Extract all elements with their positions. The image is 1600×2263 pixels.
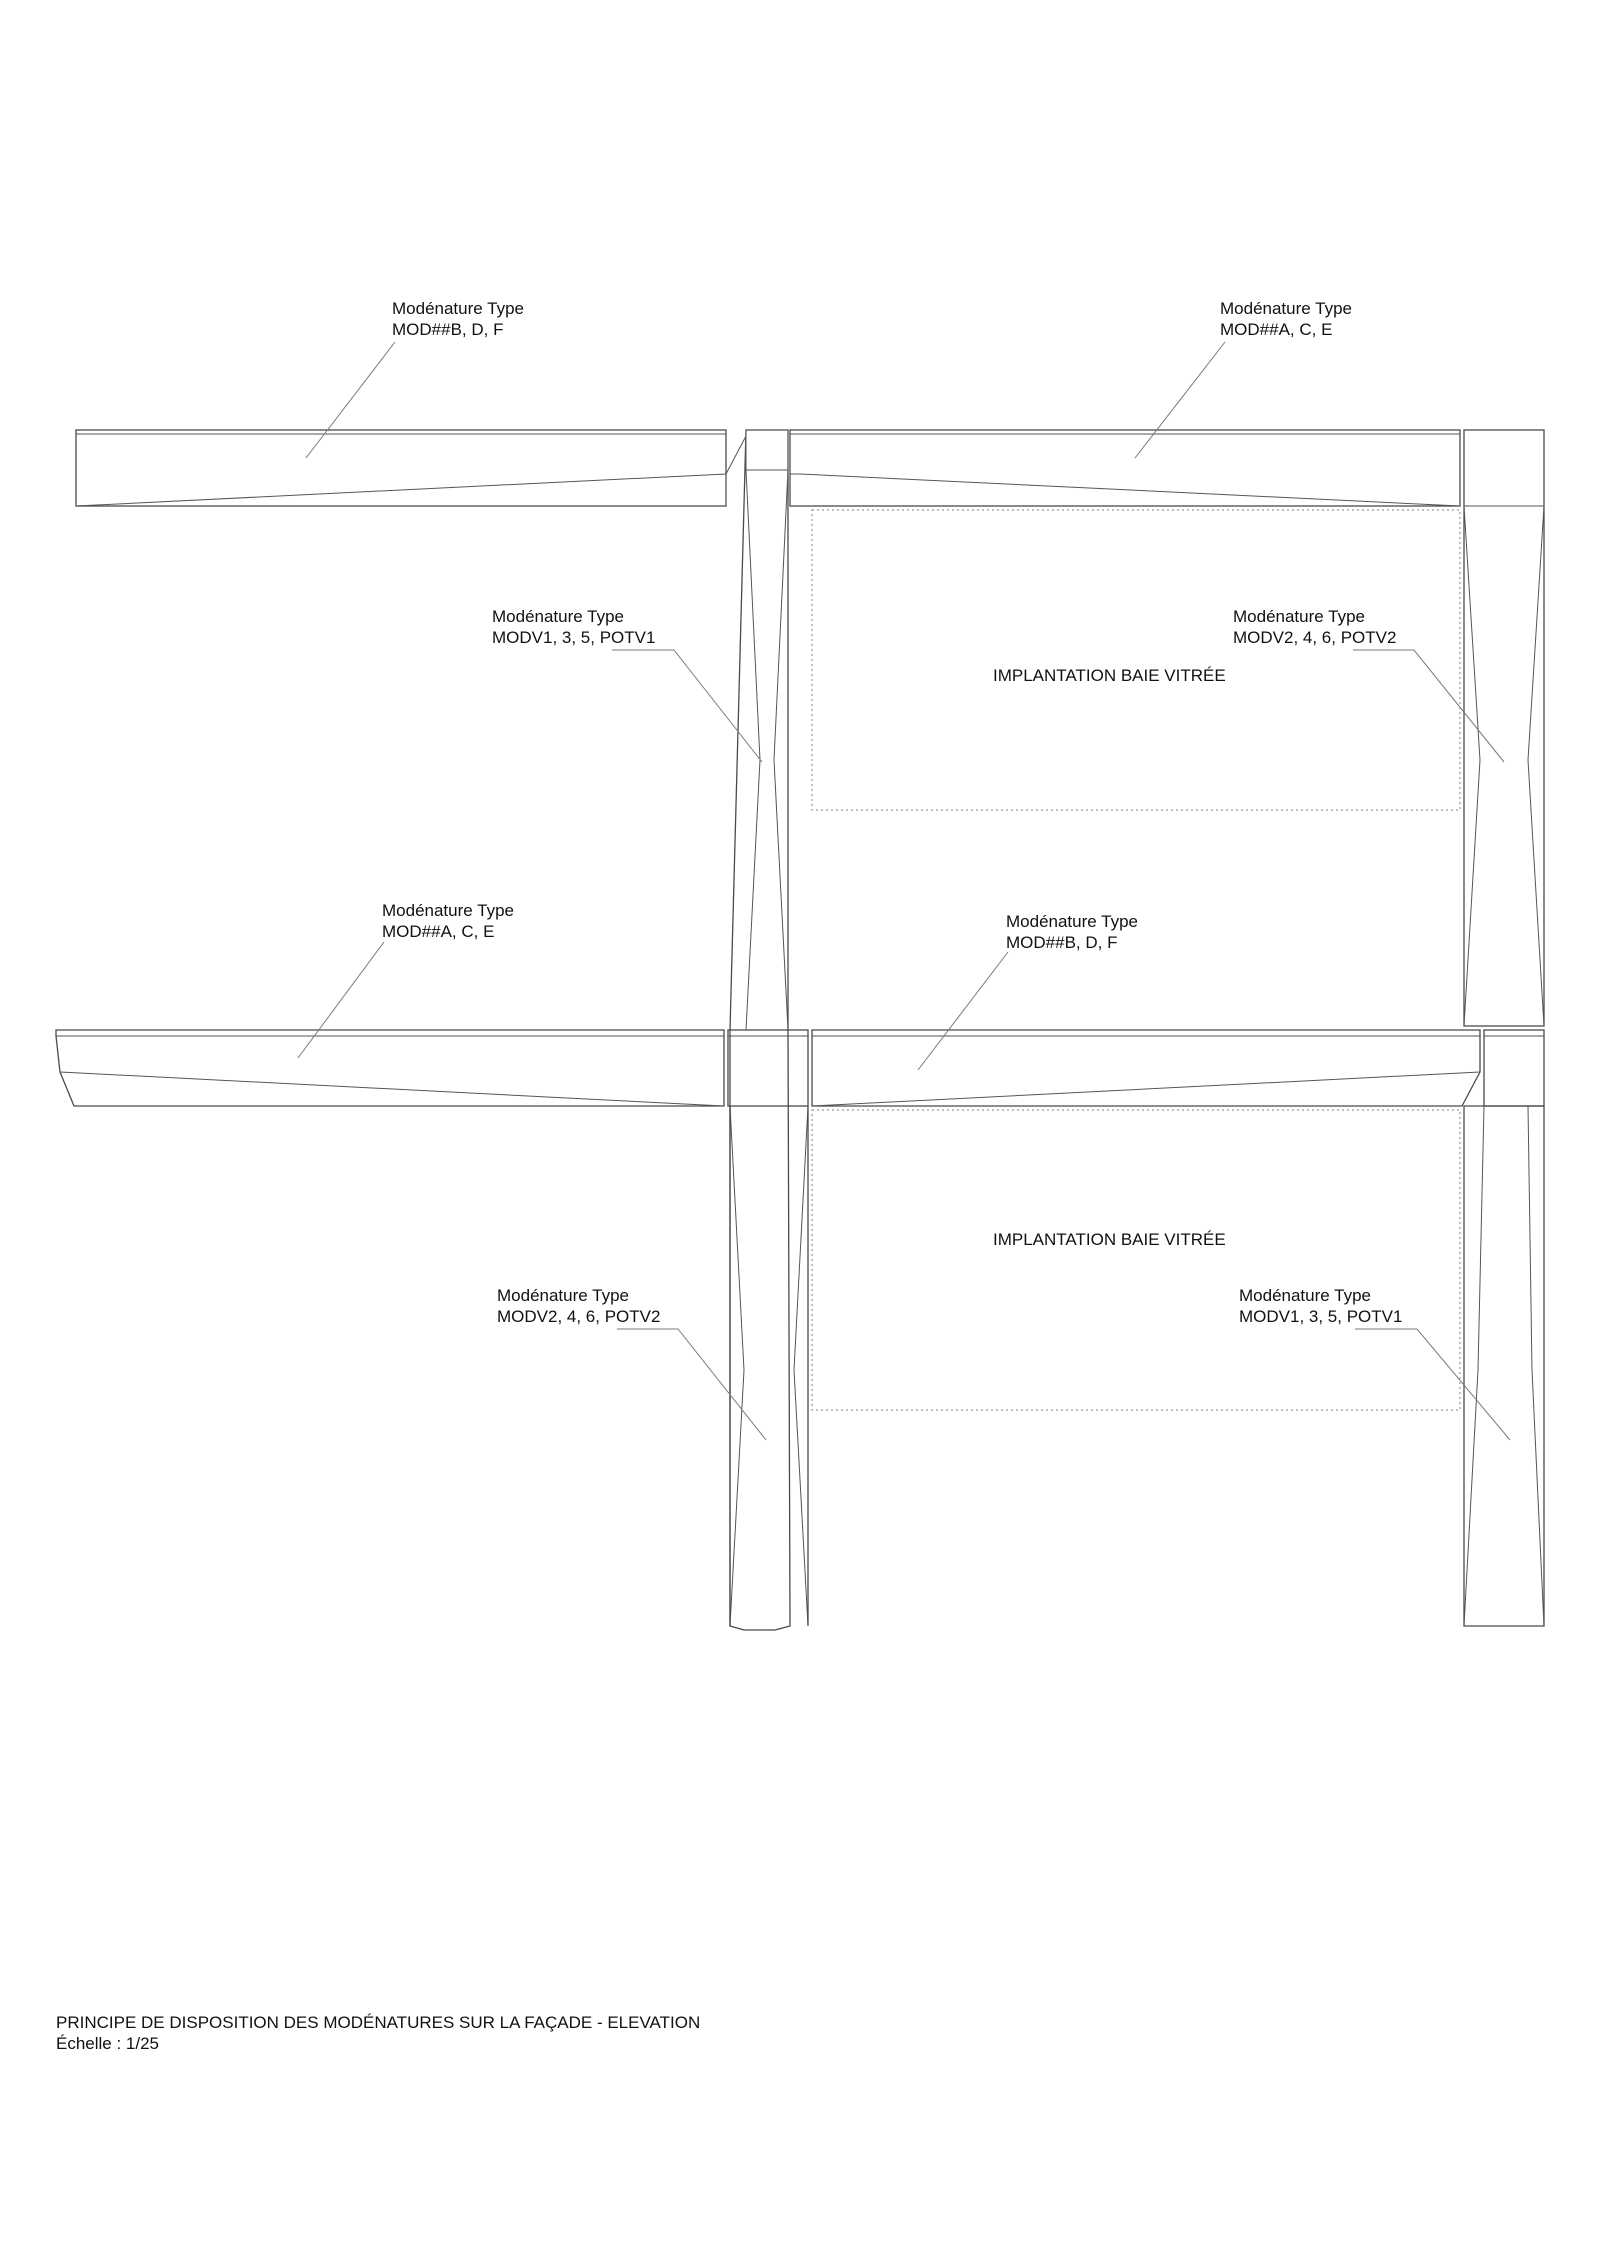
window-zone-lower (812, 1110, 1460, 1410)
column-upper-right (1464, 430, 1544, 1026)
label-upper-column-right-line1: Modénature Type (1233, 607, 1365, 626)
label-upper-column-right-line2: MODV2, 4, 6, POTV2 (1233, 628, 1397, 647)
label-top-left (392, 298, 524, 340)
beam-middle-left (56, 1030, 724, 1106)
label-middle-left-line2: MOD##A, C, E (382, 922, 495, 941)
label-middle-right-line2: MOD##B, D, F (1006, 933, 1118, 952)
beam-top-right (790, 430, 1460, 506)
beam-top-left (76, 430, 746, 506)
label-upper-column-left-line1: Modénature Type (492, 607, 624, 626)
label-top-right-line2: MOD##A, C, E (1220, 320, 1333, 339)
label-top-left-line1: Modénature Type (392, 299, 524, 318)
label-lower-column-left (497, 1285, 660, 1327)
window-zone-upper (812, 510, 1460, 810)
caption-scale: Échelle : 1/25 (56, 2034, 160, 2053)
label-upper-column-right (1233, 606, 1396, 648)
column-lower-right (1464, 1030, 1544, 1626)
leader-lines (298, 342, 1510, 1440)
label-middle-left-line1: Modénature Type (382, 901, 514, 920)
label-upper-column-left-line2: MODV1, 3, 5, POTV1 (492, 628, 656, 647)
label-top-left-line2: MOD##B, D, F (392, 320, 504, 339)
label-top-right-line1: Modénature Type (1220, 299, 1352, 318)
caption-title: PRINCIPE DE DISPOSITION DES MODÉNATURES SUR LA FAÇADE - ELEVATION (56, 2013, 701, 2032)
label-top-right (1220, 298, 1352, 340)
beam-middle-right (812, 1030, 1480, 1106)
label-lower-column-left-line2: MODV2, 4, 6, POTV2 (497, 1307, 661, 1326)
zone-label-upper: IMPLANTATION BAIE VITRÉE (993, 666, 1226, 685)
zone-label-lower: IMPLANTATION BAIE VITRÉE (993, 1230, 1226, 1249)
label-lower-column-right-line2: MODV1, 3, 5, POTV1 (1239, 1307, 1403, 1326)
drawing-caption (56, 2012, 700, 2054)
label-lower-column-right (1239, 1285, 1402, 1327)
label-lower-column-right-line1: Modénature Type (1239, 1286, 1371, 1305)
label-lower-column-left-line1: Modénature Type (497, 1286, 629, 1305)
label-middle-left (382, 900, 514, 942)
label-upper-column-left (492, 606, 655, 648)
label-middle-right-line1: Modénature Type (1006, 912, 1138, 931)
column-lower-middle (728, 1030, 808, 1626)
label-middle-right (1006, 911, 1138, 953)
